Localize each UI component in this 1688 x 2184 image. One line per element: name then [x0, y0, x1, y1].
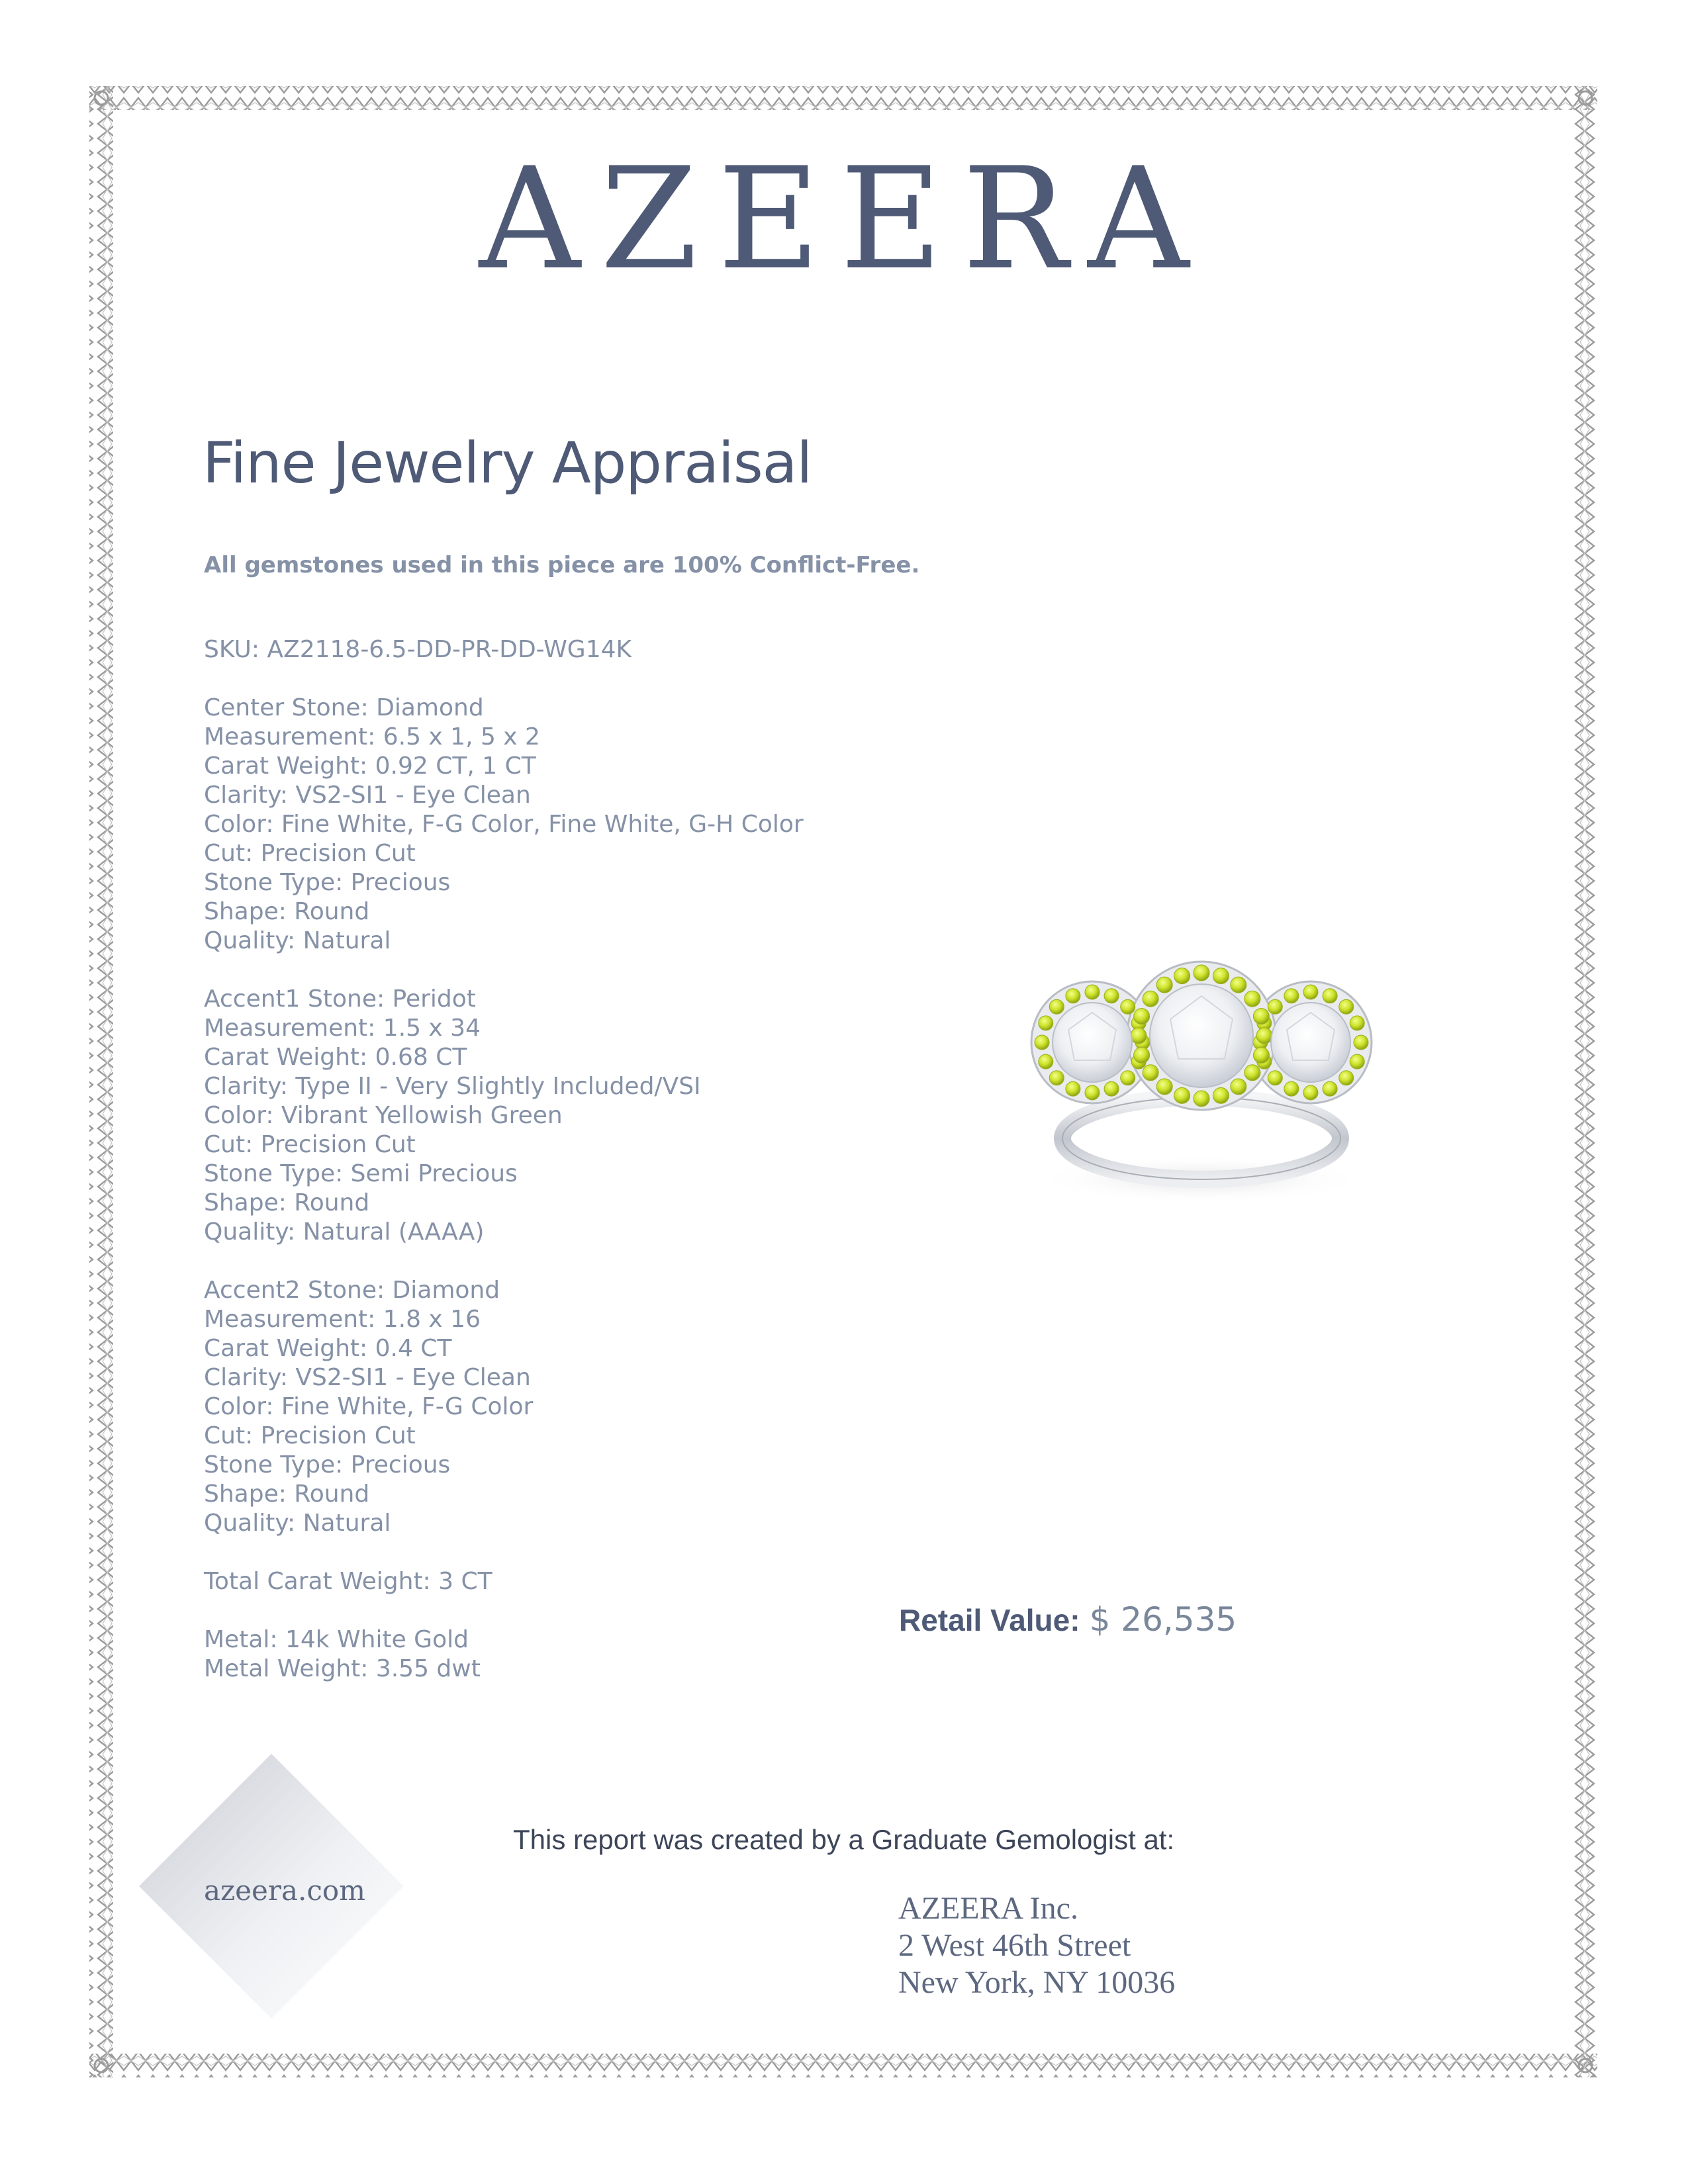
- spec-line: Color: Fine White, F-G Color: [204, 1393, 534, 1420]
- spec-line: Measurement: 1.5 x 34: [204, 1015, 481, 1042]
- spec-line: Shape: Round: [204, 1480, 370, 1508]
- accent1-stone-section: [204, 985, 804, 1247]
- spec-line: Color: Vibrant Yellowish Green: [204, 1102, 563, 1129]
- conflict-free-notice: All gemstones used in this piece are 100% Conflict-Free.: [204, 552, 920, 578]
- spec-line: Clarity: Type II - Very Slightly Included/VSI: [204, 1073, 701, 1100]
- spec-line: Stone Type: Semi Precious: [204, 1160, 518, 1187]
- total-carat-weight: Total Carat Weight: 3 CT: [204, 1568, 492, 1595]
- address-line: 2 West 46th Street: [898, 1928, 1131, 1963]
- spec-line: Quality: Natural (AAAA): [204, 1218, 485, 1246]
- gemologist-note: This report was created by a Graduate Gemologist at:: [513, 1824, 1175, 1855]
- spec-line: Carat Weight: 0.68 CT: [204, 1044, 467, 1071]
- spec-line: Carat Weight: 0.4 CT: [204, 1335, 452, 1362]
- specifications-list: [204, 635, 804, 1684]
- address-line: New York, NY 10036: [898, 1965, 1176, 2000]
- brand-logo: AZEERA: [479, 137, 1209, 300]
- metal-type: Metal: 14k White Gold: [204, 1626, 469, 1653]
- address-line: AZEERA Inc.: [898, 1891, 1078, 1926]
- spec-line: Center Stone: Diamond: [204, 694, 484, 721]
- retail-value-amount: $ 26,535: [1089, 1600, 1237, 1639]
- spec-line: Stone Type: Precious: [204, 1451, 451, 1479]
- spec-line: Cut: Precision Cut: [204, 1422, 416, 1449]
- metal-weight: Metal Weight: 3.55 dwt: [204, 1655, 481, 1682]
- page-title: Fine Jewelry Appraisal: [203, 430, 812, 496]
- spec-line: Shape: Round: [204, 898, 370, 925]
- spec-line: Quality: Natural: [204, 1510, 391, 1537]
- center-stone-section: [204, 694, 804, 956]
- accent2-stone-section: [204, 1276, 804, 1538]
- sku-line: SKU: AZ2118-6.5-DD-PR-DD-WG14K: [204, 636, 632, 663]
- spec-line: Clarity: VS2-SI1 - Eye Clean: [204, 1364, 531, 1391]
- retail-value: [899, 1600, 1237, 1639]
- company-address: [898, 1890, 1175, 2001]
- three-stone-halo-ring-image: [1019, 920, 1383, 1211]
- spec-line: Color: Fine White, F-G Color, Fine White, G-H Color: [204, 811, 804, 838]
- spec-line: Carat Weight: 0.92 CT, 1 CT: [204, 752, 536, 780]
- spec-line: Accent1 Stone: Peridot: [204, 985, 476, 1013]
- spec-line: Cut: Precision Cut: [204, 840, 416, 867]
- spec-line: Clarity: VS2-SI1 - Eye Clean: [204, 782, 531, 809]
- spec-line: Shape: Round: [204, 1189, 370, 1216]
- spec-line: Accent2 Stone: Diamond: [204, 1277, 500, 1304]
- spec-line: Cut: Precision Cut: [204, 1131, 416, 1158]
- spec-line: Stone Type: Precious: [204, 869, 451, 896]
- retail-value-label: Retail Value:: [899, 1603, 1080, 1637]
- website-url[interactable]: azeera.com: [204, 1874, 365, 1907]
- spec-line: Quality: Natural: [204, 927, 391, 954]
- spec-line: Measurement: 1.8 x 16: [204, 1306, 481, 1333]
- spec-line: Measurement: 6.5 x 1, 5 x 2: [204, 723, 540, 751]
